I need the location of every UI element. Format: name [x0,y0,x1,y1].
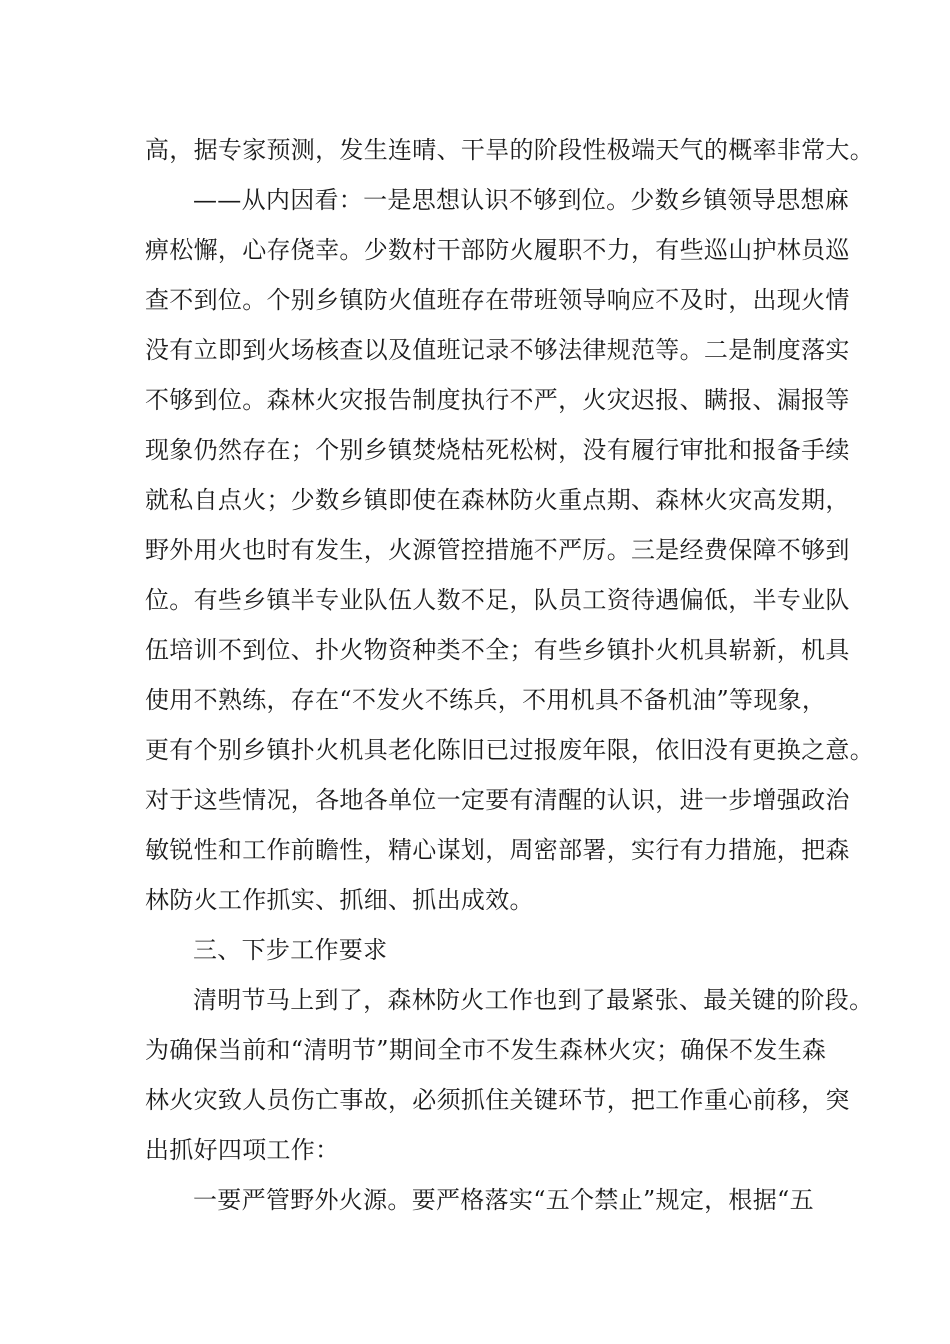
text-line-1: 高，据专家预测，发生连晴、干旱的阶段性极端天气的概率非常大。 [145,136,874,164]
text-line-10: 位。有些乡镇半专业队伍人数不足，队员工资待遇偏低，半专业队 [145,586,850,614]
text-line-7: 现象仍然存在；个别乡镇焚烧枯死松树，没有履行审批和报备手续 [145,436,850,464]
text-line-22: 一要严管野外火源。要严格落实“五个禁止”规定，根据“五 [193,1186,814,1214]
text-line-14: 对于这些情况，各地各单位一定要有清醒的认识，进一步增强政治 [145,786,850,814]
section-heading: 三、下步工作要求 [193,936,388,964]
text-line-13: 更有个别乡镇扑火机具老化陈旧已过报废年限，依旧没有更换之意。 [145,736,874,764]
text-line-5: 没有立即到火场核查以及值班记录不够法律规范等。二是制度落实 [145,336,850,364]
text-line-15: 敏锐性和工作前瞻性，精心谋划，周密部署，实行有力措施，把森 [145,836,850,864]
text-line-4: 查不到位。个别乡镇防火值班存在带班领导响应不及时，出现火情 [145,286,850,314]
text-line-6: 不够到位。森林火灾报告制度执行不严，火灾迟报、瞒报、漏报等 [145,386,850,414]
text-line-9: 野外用火也时有发生，火源管控措施不严厉。三是经费保障不够到 [145,536,850,564]
text-line-18: 清明节马上到了，森林防火工作也到了最紧张、最关键的阶段。 [193,986,874,1014]
text-line-20: 林火灾致人员伤亡事故，必须抓住关键环节，把工作重心前移，突 [145,1086,850,1114]
text-line-8: 就私自点火；少数乡镇即使在森林防火重点期、森林火灾高发期， [145,486,850,514]
text-line-11: 伍培训不到位、扑火物资种类不全；有些乡镇扑火机具崭新，机具 [145,636,850,664]
text-line-19: 为确保当前和“清明节”期间全市不发生森林火灾；确保不发生森 [145,1036,827,1064]
text-line-16: 林防火工作抓实、抓细、抓出成效。 [145,886,534,914]
text-line-2: ——从内因看：一是思想认识不够到位。少数乡镇领导思想麻 [193,186,850,214]
text-line-12: 使用不熟练，存在“不发火不练兵，不用机具不备机油”等现象， [145,686,827,714]
text-line-21: 出抓好四项工作： [145,1136,340,1164]
text-line-3: 痹松懈，心存侥幸。少数村干部防火履职不力，有些巡山护林员巡 [145,236,850,264]
